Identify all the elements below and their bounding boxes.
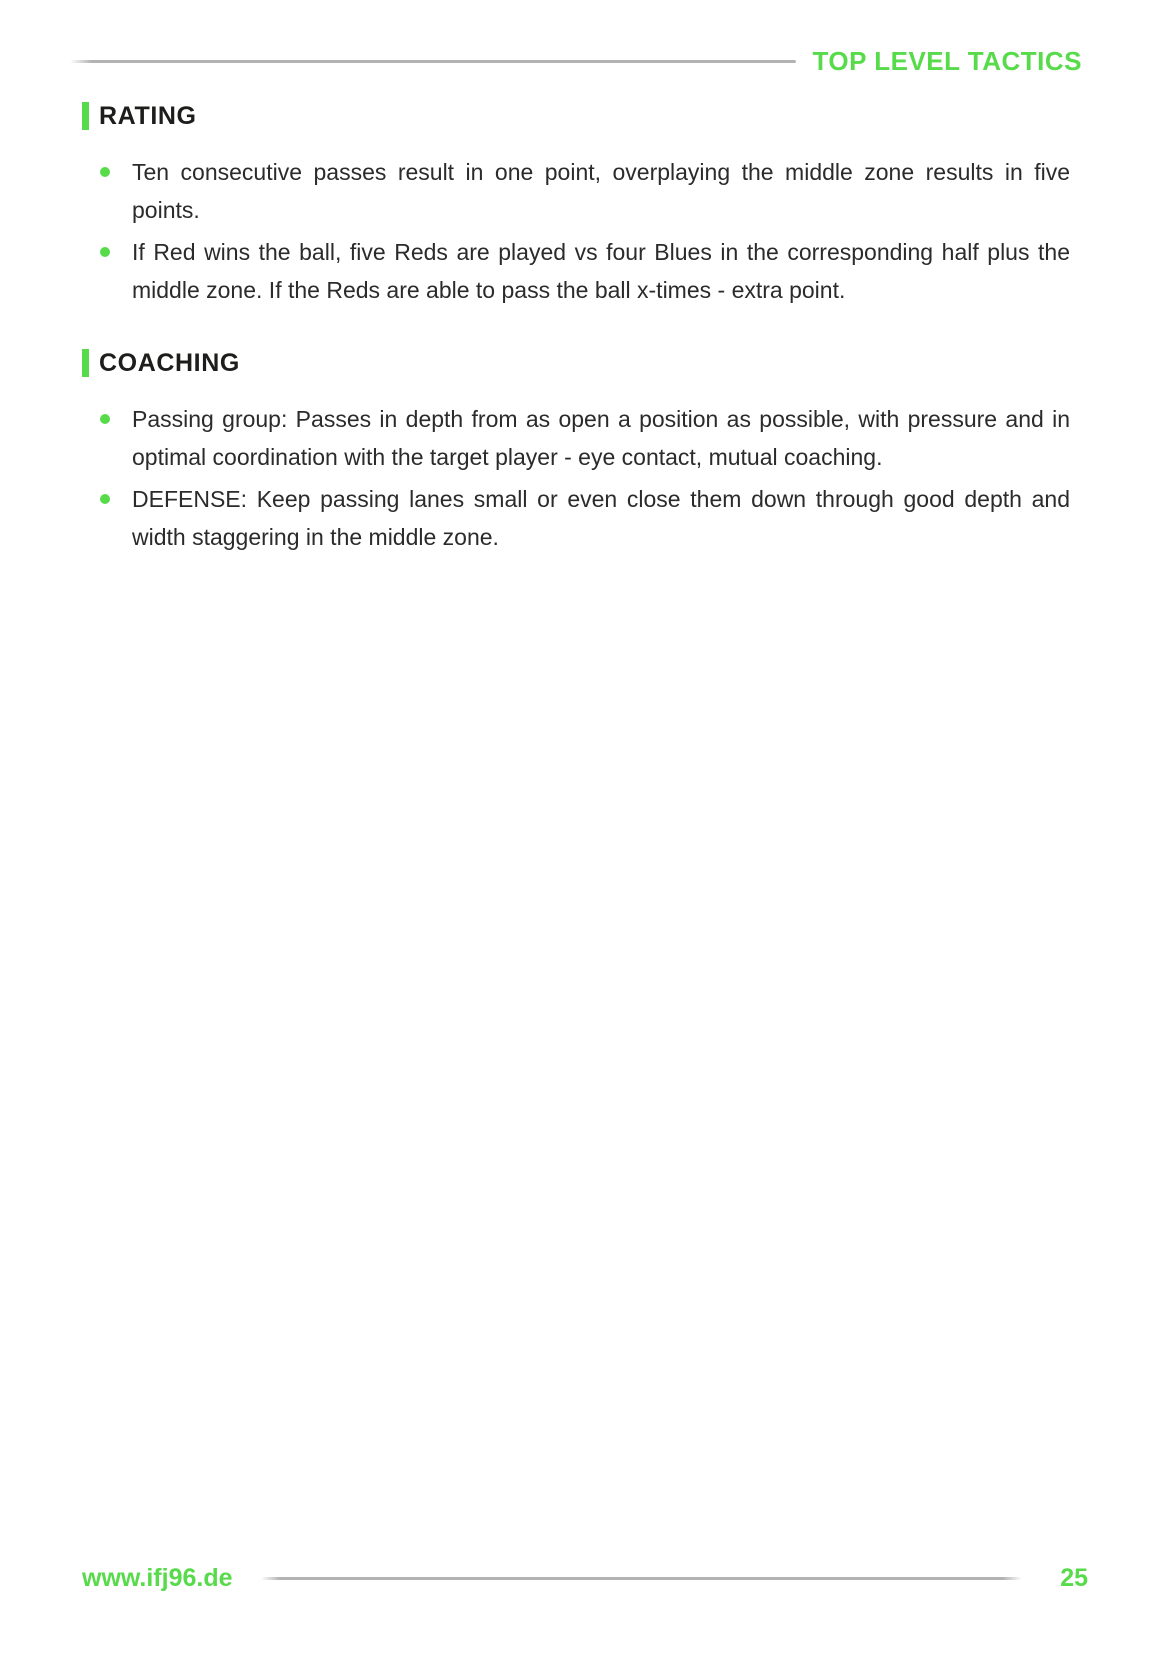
- bullet-item: [82, 233, 1070, 309]
- rating-bullet-list: [82, 153, 1070, 309]
- heading-accent-bar: [82, 102, 89, 130]
- page-header-title: TOP LEVEL TACTICS: [812, 45, 1082, 76]
- bullet-text: Passing group: Passes in depth from as open a position as possible, with pressure and in optimal coordination with the target player - eye contact, mutual coaching.: [132, 406, 1070, 470]
- heading-accent-bar: [82, 349, 89, 377]
- footer-rule-line: [261, 1577, 1023, 1580]
- rating-heading-label: RATING: [99, 101, 197, 130]
- coaching-heading: [82, 347, 1070, 379]
- section-coaching: [82, 347, 1070, 556]
- section-rating: [82, 100, 1070, 309]
- page-number: 25: [1060, 1563, 1088, 1592]
- bullet-item: [82, 480, 1070, 556]
- coaching-bullet-list: [82, 400, 1070, 556]
- bullet-text: DEFENSE: Keep passing lanes small or even close them down through good depth and width staggering in the middle zone.: [132, 486, 1070, 550]
- bullet-text: Ten consecutive passes result in one point, overplaying the middle zone results in five points.: [132, 159, 1070, 223]
- page-header: [70, 44, 1082, 78]
- bullet-dot-icon: [100, 247, 110, 257]
- coaching-heading-label: COACHING: [99, 348, 240, 377]
- bullet-dot-icon: [100, 494, 110, 504]
- bullet-dot-icon: [100, 167, 110, 177]
- page-footer: [82, 1560, 1088, 1596]
- website-link[interactable]: www.ifj96.de: [82, 1563, 233, 1592]
- rating-heading: [82, 100, 1070, 132]
- bullet-dot-icon: [100, 414, 110, 424]
- bullet-item: [82, 153, 1070, 229]
- bullet-text: If Red wins the ball, five Reds are played vs four Blues in the corresponding half plus the middle zone. If the Reds are able to pass the ball x-times - extra point.: [132, 239, 1070, 303]
- bullet-item: [82, 400, 1070, 476]
- header-rule-line: [70, 60, 796, 63]
